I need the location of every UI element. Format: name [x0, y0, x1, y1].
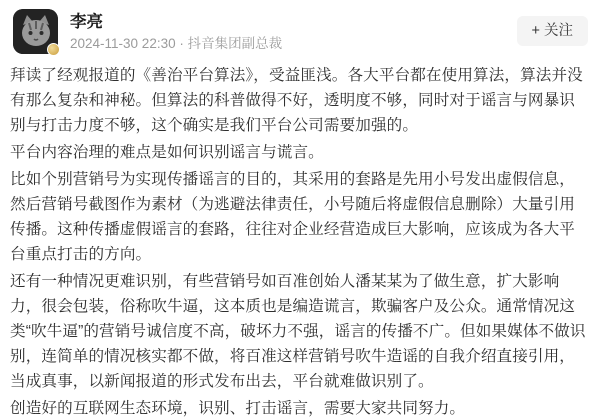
avatar[interactable] — [13, 9, 58, 54]
post-paragraph: 创造好的互联网生态环境，识别、打击谣言，需要大家共同努力。 — [10, 400, 466, 417]
post-paragraph: 还有一种情况更难识别，有些营销号如百准创始人潘某某为了做生意，扩大影响力，很会包装，俗称吹牛逼，这本质也是编造谎言，欺骗客户及公众。通常情况这类“吹牛逼”的营销号诚信度不高，破坏力不强，谣言的传播不广。但如果媒体不做识别，连简单的情况核实都不做，将百准这样营销号吹牛造谣的自我介绍直接引用，当成真事，以新闻报道的形式发布出去，平台就难做识别了。 — [10, 273, 586, 390]
follow-button[interactable]: + 关注 — [517, 16, 589, 46]
post-meta: 2024-11-30 22:30 · 抖音集团副总裁 — [70, 36, 283, 51]
author-name[interactable]: 李亮 — [70, 13, 103, 31]
verified-badge-icon — [47, 43, 60, 56]
post-paragraph: 平台内容治理的难点是如何识别谣言与谎言。 — [10, 144, 324, 161]
post-paragraph: 比如个别营销号为实现传播谣言的目的，其采用的套路是先用小号发出虚假信息，然后营销号截图作为素材（为逃避法律责任，小号随后将虚假信息删除）大量引用传播。这种传播虚假谣言的套路，往往对企业经营造成巨大影响，应该成为各大平台重点打击的方向。 — [10, 171, 575, 263]
post-header — [10, 0, 590, 54]
author-block — [70, 9, 282, 53]
post-body — [10, 63, 590, 420]
post-paragraph: 拜读了经观报道的《善治平台算法》，受益匪浅。各大平台都在使用算法，算法并没有那么复杂和神秘。但算法的科普做得不好，透明度不够，同时对于谣言与网暴识别与打击力度不够，这个确实是我们平台公司需要加强的。 — [10, 67, 583, 134]
